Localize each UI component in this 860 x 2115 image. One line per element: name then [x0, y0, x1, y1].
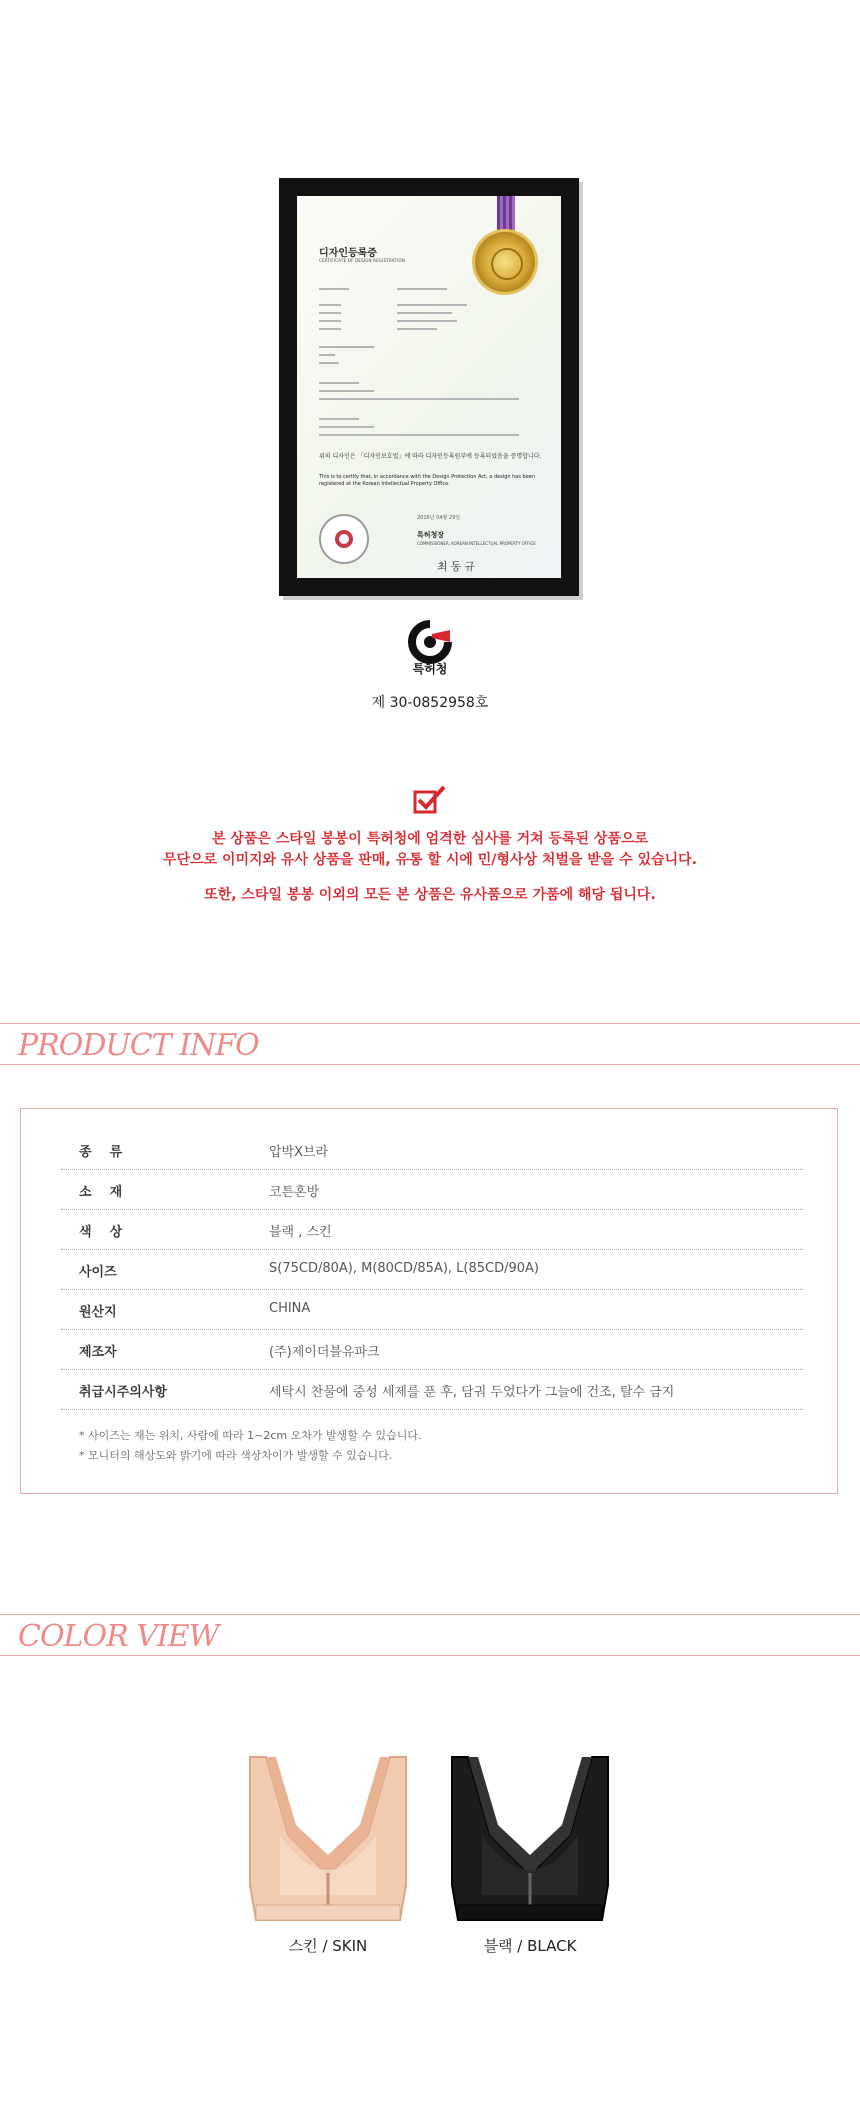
certificate-field-line — [319, 434, 519, 436]
info-value: 압박X브라 — [269, 1145, 329, 1160]
certificate-field-line — [397, 320, 457, 322]
certificate-title: 디자인등록증 — [319, 248, 377, 259]
info-label: 종 류 — [79, 1145, 123, 1160]
certificate-field-line — [319, 304, 341, 306]
kipo-stamp-icon — [319, 514, 369, 564]
certificate-field-line — [319, 346, 374, 348]
product-info-header — [0, 1023, 860, 1065]
certificate-frame — [279, 178, 579, 596]
info-label: 제조자 — [79, 1345, 117, 1360]
info-row-care — [61, 1369, 803, 1410]
certificate-field-line — [319, 328, 341, 330]
certificate-field-line — [319, 320, 341, 322]
certificate-field-line — [319, 426, 374, 428]
gold-seal-icon — [475, 232, 535, 292]
certificate-field-line — [397, 312, 452, 314]
registration-number: 제 30-0852958호 — [371, 695, 489, 711]
certificate-field-line — [319, 362, 339, 364]
notice-line-3: 또한, 스타일 봉봉 이외의 모든 본 상품은 유사품으로 가품에 해당 됩니다. — [204, 887, 656, 903]
certificate-field-line — [319, 398, 519, 400]
skin-bra-image — [240, 1755, 416, 1925]
color-view-header — [0, 1614, 860, 1656]
info-value: (주)제이더블유파크 — [269, 1345, 380, 1360]
certificate-field-line — [319, 288, 349, 290]
info-note: * 사이즈는 재는 위치, 사람에 따라 1~2cm 오차가 발생할 수 있습니다. — [79, 1429, 422, 1442]
checkbox-check-icon — [413, 784, 447, 814]
certificate-field-line — [319, 418, 359, 420]
certificate-field-line — [397, 304, 467, 306]
info-label: 사이즈 — [79, 1265, 117, 1280]
skin-caption: 스킨 / SKIN — [288, 1937, 368, 1955]
certificate-field-line — [397, 288, 447, 290]
info-value: CHINA — [269, 1301, 311, 1316]
certificate-field-line — [319, 382, 359, 384]
info-value: 블랙 , 스킨 — [269, 1225, 332, 1240]
certificate-field-line — [319, 390, 374, 392]
info-value: S(75CD/80A), M(80CD/85A), L(85CD/90A) — [269, 1261, 540, 1276]
info-row-size — [61, 1249, 803, 1290]
certificate-field-line — [319, 354, 335, 356]
product-info-title: PRODUCT INFO — [18, 1028, 259, 1063]
info-label: 소 재 — [79, 1185, 123, 1200]
black-caption: 블랙 / BLACK — [483, 1937, 577, 1955]
info-row-manufacturer — [61, 1329, 803, 1370]
info-row-origin — [61, 1289, 803, 1330]
kipo-logo-icon — [408, 620, 452, 664]
black-bra-image — [442, 1755, 618, 1925]
certificate-date: 2016년 04월 29일 — [417, 515, 461, 521]
certificate-field-line — [319, 312, 341, 314]
notice-line-2: 무단으로 이미지와 유사 상품을 판매, 유통 할 시에 민/형사상 처벌을 받을 수 있습니다. — [162, 852, 698, 868]
info-label: 원산지 — [79, 1305, 117, 1320]
certificate-body-korean: 위의 디자인은 「디자인보호법」에 따라 디자인등록원부에 등록되었음을 증명합니다. — [319, 453, 542, 460]
certificate-signature: 최동규 — [437, 560, 478, 573]
kipo-label: 특허청 — [412, 662, 448, 676]
certificate-office: 특허청장 — [417, 531, 445, 539]
info-label: 취급시주의사항 — [79, 1385, 167, 1400]
certificate-field-line — [397, 328, 437, 330]
info-row-type — [61, 1129, 803, 1170]
info-row-material — [61, 1169, 803, 1210]
notice-line-1: 본 상품은 스타일 봉봉이 특허청에 엄격한 심사를 거쳐 등록된 상품으로 — [211, 831, 649, 847]
info-row-color — [61, 1209, 803, 1250]
info-label: 색 상 — [79, 1225, 123, 1240]
certificate-subtitle: CERTIFICATE OF DESIGN REGISTRATION — [319, 258, 405, 263]
certificate-paper — [297, 196, 561, 578]
color-view-title: COLOR VIEW — [18, 1619, 219, 1654]
info-value: 코튼혼방 — [269, 1185, 320, 1200]
certificate-office-english: COMMISSIONER, KOREAN INTELLECTUAL PROPERTY OFFICE — [417, 541, 536, 546]
info-note: * 모니터의 해상도와 밝기에 따라 색상차이가 발생할 수 있습니다. — [79, 1449, 393, 1462]
product-info-table — [20, 1108, 838, 1494]
info-value: 세탁시 찬물에 중성 세제를 푼 후, 담궈 두었다가 그늘에 건조, 탈수 금지 — [269, 1385, 675, 1400]
certificate-body-english: This is to certify that, in accordance with the Design Protection Act, a design has been registered at the Korean Intellectual Property Office. — [319, 474, 536, 487]
